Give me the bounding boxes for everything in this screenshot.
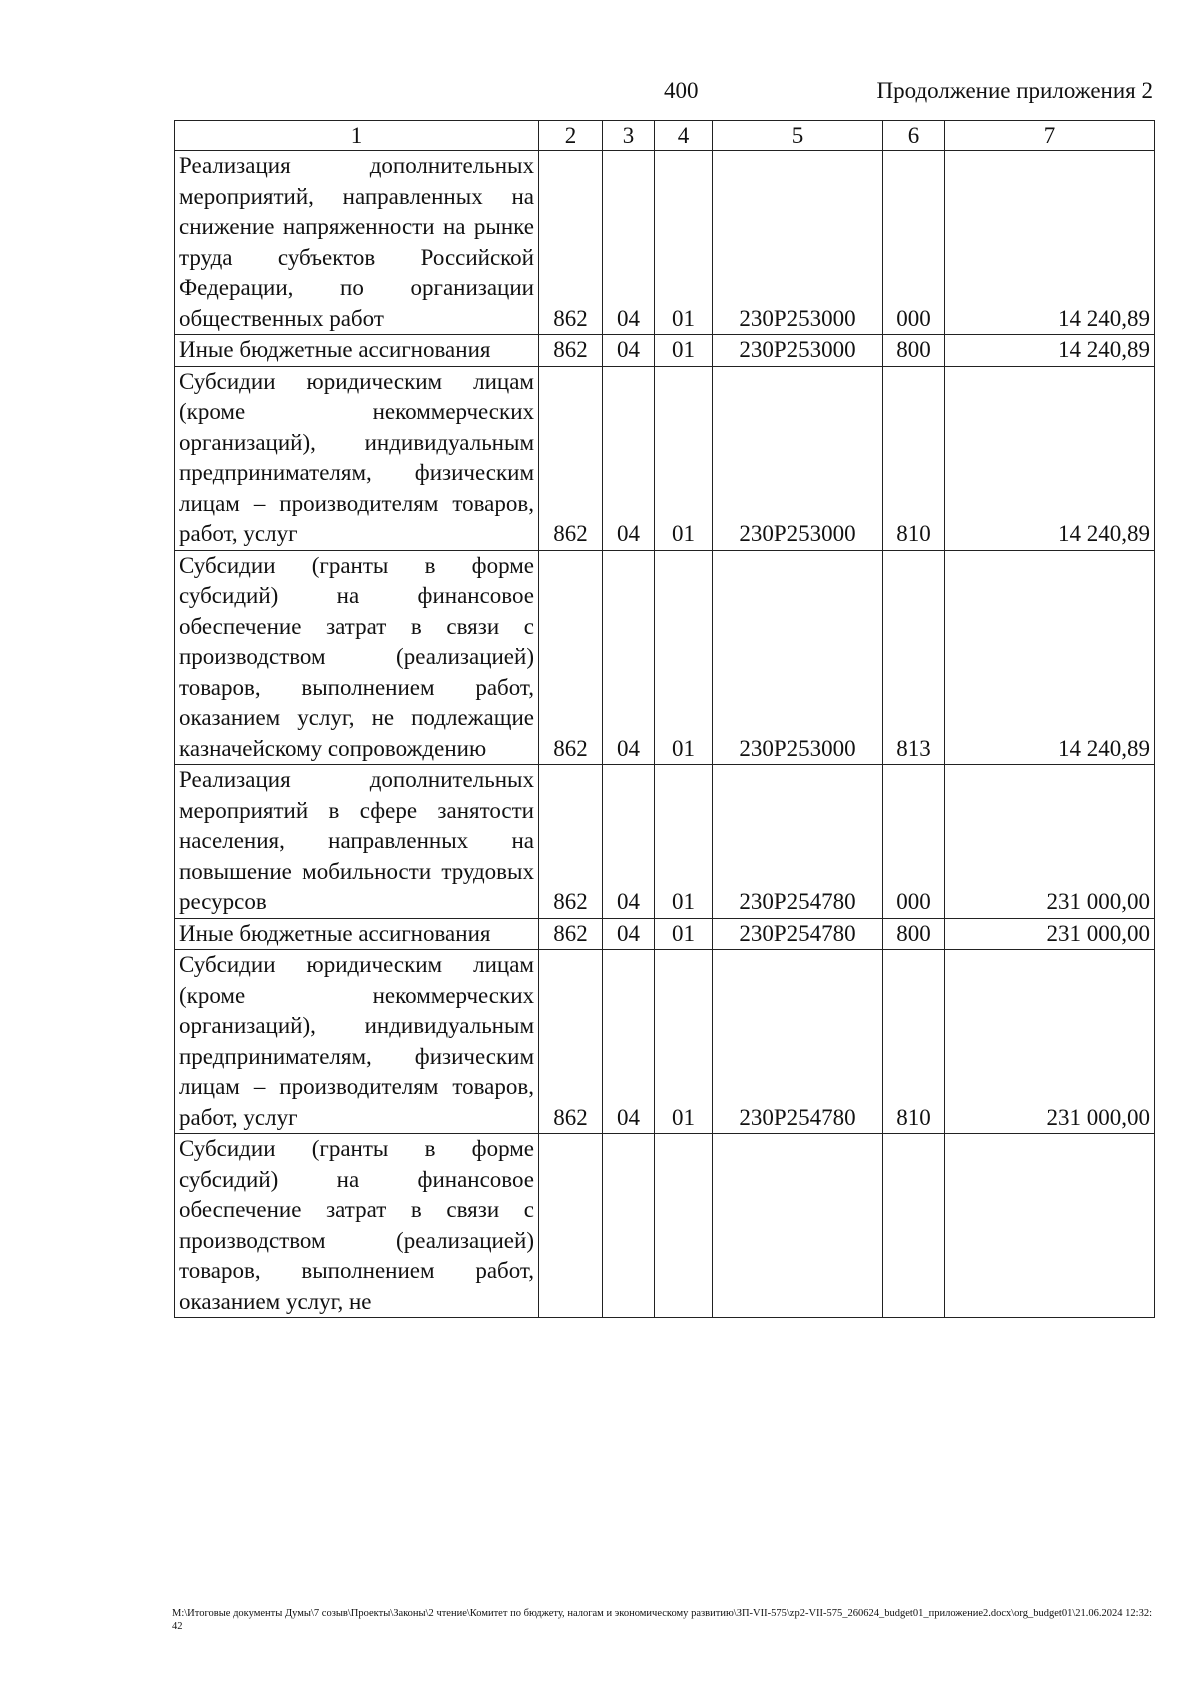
column-header: 4 <box>655 121 713 151</box>
cell-col5: 230P253000 <box>713 366 883 550</box>
cell-col5: 230P254780 <box>713 950 883 1134</box>
cell-col5: 230P254780 <box>713 765 883 919</box>
cell-col5 <box>713 1134 883 1318</box>
row-name: Реализация дополнительных мероприятий в сфере занятости населения, направленных на повышение мобильности трудовых ресурсов <box>175 765 539 919</box>
cell-col4: 01 <box>655 366 713 550</box>
row-name: Субсидии юридическим лицам (кроме некоммерческих организаций), индивидуальным предпринимателям, физическим лицам – производителям товаров, работ, услуг <box>175 950 539 1134</box>
table-row <box>175 335 1155 367</box>
cell-col3: 04 <box>603 950 655 1134</box>
cell-col3: 04 <box>603 366 655 550</box>
column-header: 2 <box>539 121 603 151</box>
row-name: Субсидии (гранты в форме субсидий) на финансовое обеспечение затрат в связи с производством (реализацией) товаров, выполнением работ, оказанием услуг, не <box>175 1134 539 1318</box>
cell-col2 <box>539 1134 603 1318</box>
cell-col4 <box>655 1134 713 1318</box>
cell-col3 <box>603 1134 655 1318</box>
cell-col6: 810 <box>883 950 945 1134</box>
table-row <box>175 366 1155 550</box>
table-row <box>175 151 1155 335</box>
row-name: Субсидии (гранты в форме субсидий) на финансовое обеспечение затрат в связи с производством (реализацией) товаров, выполнением работ, оказанием услуг, не подлежащие казначейскому сопровождению <box>175 550 539 765</box>
cell-amount: 14 240,89 <box>945 550 1155 765</box>
table-row <box>175 950 1155 1134</box>
column-header: 1 <box>175 121 539 151</box>
column-header: 5 <box>713 121 883 151</box>
file-path-footer: M:\Итоговые документы Думы\7 созыв\Проекты\Законы\2 чтение\Комитет по бюджету, налогам и экономическому развитию\ЗП-VII-575\zp2-VII-575_260624_budget01_приложение2.docx\org_budget01\21.06.2024 12:32:42 <box>172 1608 1152 1632</box>
row-name: Иные бюджетные ассигнования <box>175 918 539 950</box>
cell-amount: 231 000,00 <box>945 918 1155 950</box>
cell-col2: 862 <box>539 918 603 950</box>
cell-amount: 14 240,89 <box>945 335 1155 367</box>
cell-col3: 04 <box>603 918 655 950</box>
cell-col4: 01 <box>655 151 713 335</box>
continuation-label: Продолжение приложения 2 <box>876 78 1153 103</box>
cell-col4: 01 <box>655 335 713 367</box>
cell-col6: 000 <box>883 765 945 919</box>
cell-col3: 04 <box>603 335 655 367</box>
cell-col4: 01 <box>655 765 713 919</box>
cell-col4: 01 <box>655 950 713 1134</box>
cell-amount: 14 240,89 <box>945 366 1155 550</box>
cell-col3: 04 <box>603 151 655 335</box>
cell-col6: 800 <box>883 918 945 950</box>
cell-col2: 862 <box>539 765 603 919</box>
column-header: 7 <box>945 121 1155 151</box>
cell-col5: 230P254780 <box>713 918 883 950</box>
cell-col4: 01 <box>655 550 713 765</box>
row-name: Субсидии юридическим лицам (кроме некоммерческих организаций), индивидуальным предпринимателям, физическим лицам – производителям товаров, работ, услуг <box>175 366 539 550</box>
column-header: 6 <box>883 121 945 151</box>
cell-col6: 000 <box>883 151 945 335</box>
cell-amount <box>945 1134 1155 1318</box>
cell-amount: 231 000,00 <box>945 765 1155 919</box>
cell-amount: 231 000,00 <box>945 950 1155 1134</box>
cell-col5: 230P253000 <box>713 550 883 765</box>
cell-col2: 862 <box>539 151 603 335</box>
cell-col2: 862 <box>539 335 603 367</box>
table-row <box>175 765 1155 919</box>
table-row-partial <box>175 1134 1155 1318</box>
row-name: Реализация дополнительных мероприятий, направленных на снижение напряженности на рынке труда субъектов Российской Федерации, по организации общественных работ <box>175 151 539 335</box>
cell-col4: 01 <box>655 918 713 950</box>
cell-col2: 862 <box>539 366 603 550</box>
cell-col3: 04 <box>603 765 655 919</box>
cell-col2: 862 <box>539 550 603 765</box>
cell-col5: 230P253000 <box>713 335 883 367</box>
cell-col6: 810 <box>883 366 945 550</box>
table-row <box>175 918 1155 950</box>
table-row <box>175 550 1155 765</box>
cell-col3: 04 <box>603 550 655 765</box>
budget-table <box>174 120 1155 1318</box>
cell-col6 <box>883 1134 945 1318</box>
cell-amount: 14 240,89 <box>945 151 1155 335</box>
row-name: Иные бюджетные ассигнования <box>175 335 539 367</box>
cell-col2: 862 <box>539 950 603 1134</box>
cell-col6: 813 <box>883 550 945 765</box>
column-number-row <box>175 121 1155 151</box>
column-header: 3 <box>603 121 655 151</box>
page-number: 400 <box>664 78 699 103</box>
cell-col6: 800 <box>883 335 945 367</box>
cell-col5: 230P253000 <box>713 151 883 335</box>
